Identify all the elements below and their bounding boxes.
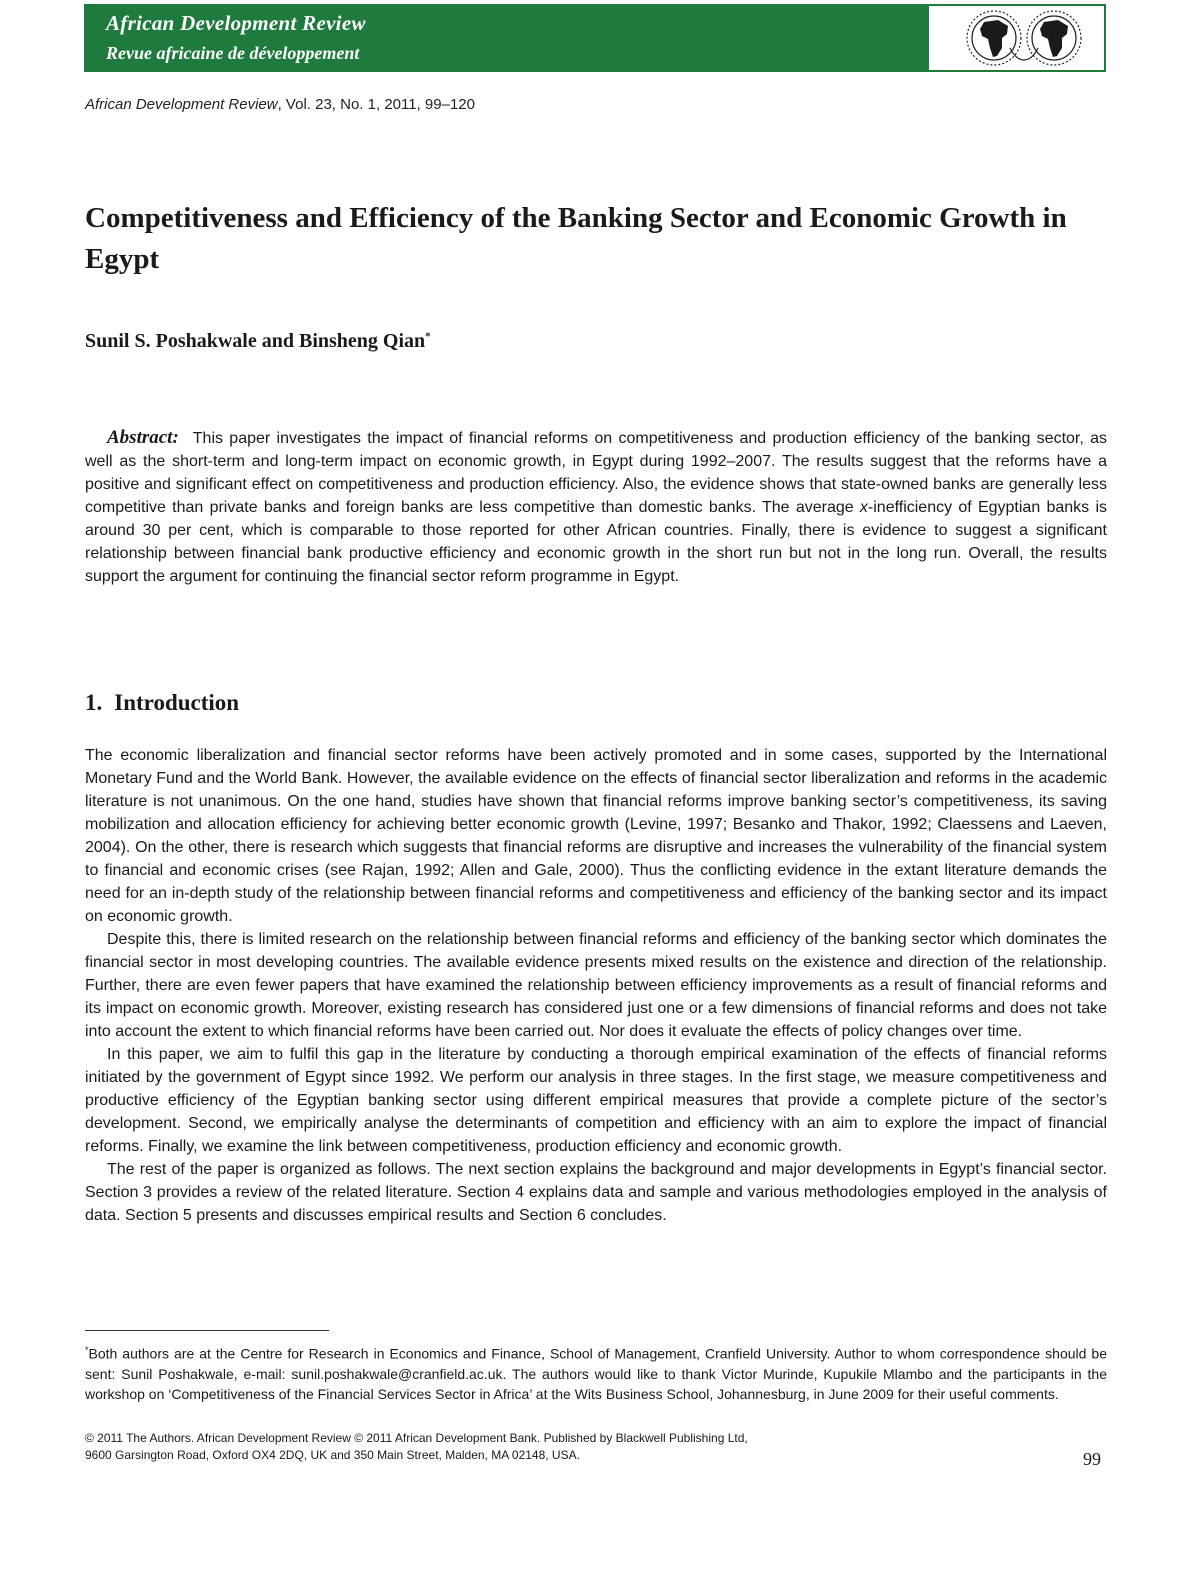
footnote: [85, 1340, 1107, 1404]
abstract-text-part1: This paper investigates the impact of financial reforms on competitiveness and production efficiency of the banking sector, as well as the short-term and long-term impact on economic growth, in Egypt during 1992–2007. The results suggest that the reforms have a positive and significant effect on competitiveness and production efficiency. Also, the evidence shows that state-owned banks are generally less competitive than private banks and foreign banks are less competitive than domestic banks. The average: [85, 430, 1107, 516]
citation-line: [85, 96, 475, 113]
section-title: Introduction: [114, 690, 240, 715]
footnote-divider: [85, 1330, 329, 1331]
article-authors: [85, 330, 431, 353]
author-footnote-mark: *: [425, 330, 431, 343]
intro-paragraph-3: In this paper, we aim to fulfil this gap in the literature by conducting a thorough empirical examination of the effects of financial reforms initiated by the government of Egypt since 1992. We perform our analysis in three stages. In the first stage, we measure competitiveness and productive efficiency of the Egyptian banking sector using different empirical measures that provide a complete picture of the sector’s development. Second, we empirically analyse the determinants of competition and efficiency with an aim to explore the impact of financial reforms. Finally, we examine the link between competitiveness, production efficiency and economic growth.: [85, 1046, 1107, 1155]
intro-paragraph-2: Despite this, there is limited research on the relationship between financial reforms and efficiency of the banking sector which dominates the financial sector in most developing countries. The available evidence presents mixed results on the existence and direction of the relationship. Further, there are even fewer papers that have examined the relationship between efficiency improvements as a result of financial reforms and its impact on economic growth. Moreover, existing research has considered just one or a few dimensions of financial reforms and does not take into account the extent to which financial reforms have been carried out. Nor does it evaluate the effects of policy changes over time.: [85, 931, 1107, 1040]
copyright-notice: [85, 1430, 985, 1464]
journal-subtitle: Revue africaine de développement: [106, 43, 360, 63]
introduction-body: [85, 744, 1107, 1227]
abstract-text-part2: -inefficiency of Egyptian banks is around 30 per cent, which is comparable to those reported for other African countries. Finally, there is evidence to suggest a significant relationship between financial bank productive efficiency and economic growth in the short run but not in the long run. Overall, the results support the argument for continuing the financial sector reform programme in Egypt.: [85, 499, 1107, 585]
citation-journal: African Development Review: [85, 96, 278, 113]
citation-details: , Vol. 23, No. 1, 2011, 99–120: [277, 96, 475, 113]
intro-paragraph-1: The economic liberalization and financial sector reforms have been actively promoted and in some cases, supported by the International Monetary Fund and the World Bank. However, the available evidence on the effects of financial sector liberalization and reforms in the academic literature is not unanimous. On the one hand, studies have shown that financial reforms improve banking sector’s competitiveness, its saving mobilization and allocation efficiency for achieving better economic growth (Levine, 1997; Besanko and Thakor, 1992; Claessens and Laeven, 2004). On the other, there is research which suggests that financial reforms are disruptive and increases the vulnerability of the financial system to financial and economic crises (see Rajan, 1992; Allen and Gale, 2000). Thus the conflicting evidence in the extant literature demands the need for an in-depth study of the relationship between financial reforms and competitiveness and efficiency of the banking sector and its impact on economic growth.: [85, 747, 1107, 925]
banner-green-band: [86, 6, 929, 70]
intro-paragraph-4: The rest of the paper is organized as follows. The next section explains the background and major developments in Egypt’s financial sector. Section 3 provides a review of the related literature. Section 4 explains data and sample and various methodologies employed in the analysis of data. Section 5 presents and discusses empirical results and Section 6 concludes.: [85, 1161, 1107, 1224]
section-heading-introduction: [85, 690, 239, 716]
copyright-line-2: 9600 Garsington Road, Oxford OX4 2DQ, UK and 350 Main Street, Malden, MA 02148, USA.: [85, 1448, 580, 1462]
footnote-mark: *: [85, 1345, 89, 1355]
journal-title: African Development Review: [106, 11, 366, 35]
journal-banner: [84, 4, 1106, 72]
african-development-bank-logo: [950, 8, 1098, 68]
section-number: 1.: [85, 690, 103, 715]
abstract: [85, 426, 1107, 588]
author-names: Sunil S. Poshakwale and Binsheng Qian: [85, 330, 426, 352]
copyright-line-1: © 2011 The Authors. African Development Review © 2011 African Development Bank. Published by Blackwell Publishing Ltd,: [85, 1431, 748, 1445]
abstract-x-symbol: x: [859, 499, 868, 516]
article-title: Competitiveness and Efficiency of the Banking Sector and Economic Growth in Egypt: [85, 202, 1067, 275]
page-number: 99: [1083, 1449, 1101, 1469]
abstract-label: Abstract:: [107, 427, 179, 448]
footnote-text: Both authors are at the Centre for Research in Economics and Finance, School of Management, Cranfield University. Author to whom correspondence should be sent: Sunil Poshakwale, e-mail: sunil.poshakwale@cranfield.ac.uk. The authors would like to thank Victor Murinde, Kupukile Mlambo and the participants in the workshop on ‘Competitiveness of the Financial Services Sector in Africa’ at the Wits Business School, Johannesburg, in June 2009 for their useful comments.: [85, 1345, 1107, 1402]
